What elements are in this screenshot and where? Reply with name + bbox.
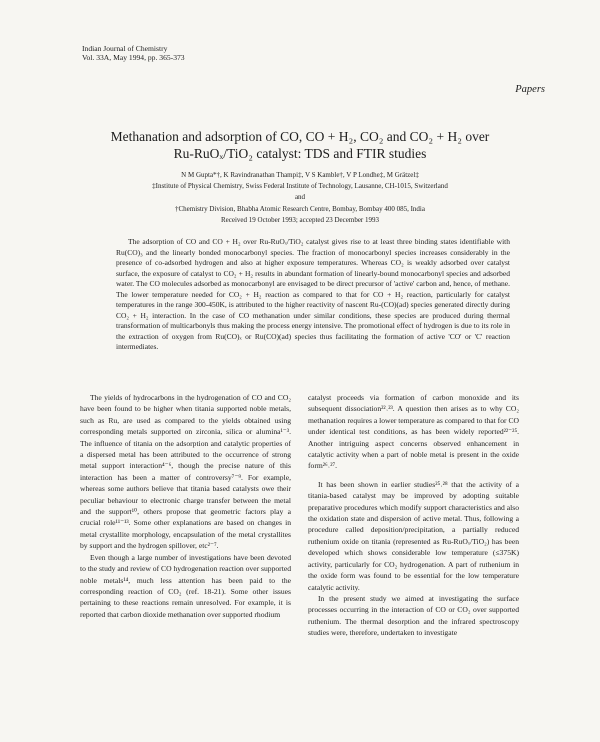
body-paragraph: catalyst proceeds via formation of carbon monoxide and its subsequent dissociation²²˒²³. A question then arises as to why CO₂ methanation requires a lower temperature as compared to that for CO under identical test conditions, as has been widely reported²²⁻²⁵. Another intriguing aspect concerns observed enhancement in catalytic activity when a part of noble metal is present in the oxide form²⁶˒²⁷. — [308, 393, 519, 471]
abstract-text: The adsorption of CO and CO + H₂ over Ru-RuOₓ/TiO₂ catalyst gives rise to at least three binding states identifiable with Ru(CO)₃ and the linearly bonded monocarbonyl species. The fraction of monocarbonyl species increases considerably in the presence of co-adsorbed hydrogen and also at higher exposure temperatures. Whereas CO₂ is weakly adsorbed over catalyst surface, the exposure of catalyst to CO₂ + H₂ results in abundant formation of linearly-bound monocarbonyl species and adsorbed water. The CO molecules adsorbed as monocarbonyl are envisaged to be direct precursor of 'active' carbon and, hence, of methane. The lower temperature needed for CO₂ + H₂ reaction as compared to that for CO + H₂ reaction, particularly for catalyst temperatures in the range 300-450K, is attributed to the higher reactivity of nascent Ru-(CO)(ad) species generated directly during CO₂ + H₂ interaction. In the case of CO methanation under similar conditions, these species are produced during thermal transformation of multicarbonyls thus making the process energy intensive. The promotional effect of hydrogen is due to its role in the extraction of oxygen from Ru(CO)ₓ or Ru(CO)(ad) species thus facilitating the formation of active 'CO' or 'C' reaction intermediates. — [116, 237, 510, 351]
paper-title — [50, 128, 550, 162]
journal-name: Indian Journal of Chemistry — [82, 44, 168, 53]
journal-volume: Vol. 33A, May 1994, pp. 365-373 — [82, 53, 185, 63]
abstract — [116, 237, 510, 353]
body-paragraph: Even though a large number of investigations have been devoted to the study and review of CO hydrogenation reaction over supported noble metals¹⁴, much less attention has been paid to the corresponding reaction of CO₂ (ref. 18-21). Some other issues pertaining to these reactions remain unresolved. For example, it is reported that carbon dioxide methanation over supported rhodium — [80, 552, 291, 619]
title-line-1: Methanation and adsorption of CO, CO + H₂, CO₂ and CO₂ + H₂ over — [110, 129, 490, 144]
body-column-left — [80, 392, 291, 620]
body-paragraph: It has been shown in earlier studies²⁵˒²⁸ that the activity of a titania-based catalyst may be improved by adopting suitable preparative procedures which modify support characteristics and also the oxidation state and dispersion of active metal. Thus, following a procedure called deposition/precipitation, a partially reduced ruthenium oxide on titania (represented as Ru-RuOₓ/TiO₂) has been developed which shows considerable low temperature (≤375K) activity, particularly for CO₂ hydrogenation. A part of ruthenium in the oxide form was found to be essential for the low temperature catalytic activity. — [308, 479, 519, 592]
journal-citation — [82, 44, 185, 63]
body-paragraph: In the present study we aimed at investigating the surface processes occurring in the interaction of CO or CO₂ over supported ruthenium. The thermal desorption and the infrared spectroscopy studies were, therefore, undertaken to investigate — [308, 593, 519, 638]
affiliation-and: and — [294, 193, 306, 202]
author-names: N M Gupta*†, K Ravindranathan Thampi‡, V S Kamble†, V P Londhe‡, M Grätzel‡ — [181, 171, 419, 179]
title-line-2: Ru-RuOₓ/TiO₂ catalyst: TDS and FTIR studies — [173, 146, 427, 161]
author-block — [60, 170, 540, 226]
affiliation-1: ‡Institute of Physical Chemistry, Swiss Federal Institute of Technology, Lausanne, CH-1015, Switzerland — [152, 182, 448, 191]
received-dates: Received 19 October 1993; accepted 23 December 1993 — [220, 215, 380, 224]
section-label: Papers — [515, 84, 545, 95]
body-column-right — [308, 392, 519, 639]
affiliation-2: †Chemistry Division, Bhabha Atomic Research Centre, Bombay, Bombay 400 085, India — [175, 204, 425, 213]
body-paragraph: The yields of hydrocarbons in the hydrogenation of CO and CO₂ have been found to be higher when titania supported noble metals, such as Ru, are used as compared to the yields obtained using corresponding metals supported on zirconia, silica or alumina¹⁻³. The influence of titania on the adsorption and catalytic properties of a dispersed metal has been attributed to the occurrence of strong metal support interaction⁴⁻⁶, though the precise nature of this interaction has been a matter of controversy⁷⁻⁹. For example, whereas some authors believe that titania based catalysts owe their peculiar behaviour to electronic charge transfer between the metal and the support¹⁰, others propose that geometric factors play a crucial role¹¹⁻¹³. Some other explanations are based on changes in metal crystallite morphology, encapsulation of the metal crystallites by support and the hydrogen spillover, etc²⁻⁷. — [80, 393, 291, 551]
